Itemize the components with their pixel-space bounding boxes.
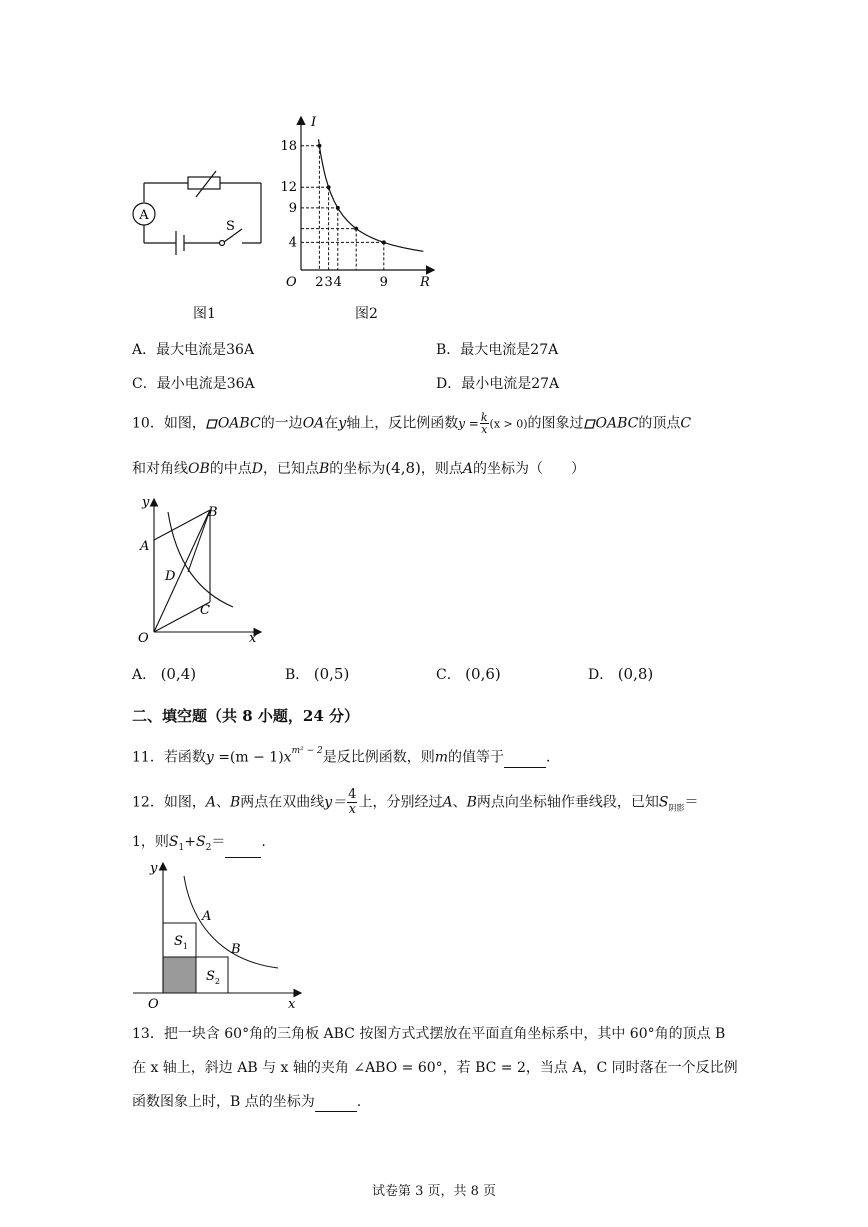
x-tick-label: 2 <box>315 275 324 290</box>
q10-option-c: C． (0,6) <box>436 665 501 683</box>
q9-option-d: D．最小电流是27A <box>436 376 560 392</box>
y-tick-label: 4 <box>288 235 297 251</box>
parallelogram-icon <box>206 419 218 429</box>
q9-option-b: B．最大电流是27A <box>436 342 559 358</box>
ir-graph <box>278 110 443 290</box>
section-heading: 二、填空题（共 8 小题，24 分） <box>132 707 359 725</box>
x-axis-label: R <box>420 275 430 290</box>
data-point <box>354 227 358 231</box>
x-tick-label: 9 <box>379 275 388 290</box>
q12-point-a: A <box>202 909 212 924</box>
point-b-label: B <box>208 505 218 520</box>
figure1-caption: 图1 <box>193 306 216 322</box>
data-point <box>382 240 386 244</box>
q10-figure <box>128 492 268 647</box>
y-tick-label: 12 <box>280 180 297 196</box>
point-a-label: A <box>140 539 150 554</box>
q11: 11．若函数$y =(m - 1)x^{m^2 - 2}$是反比例函数，则m的值等于 . <box>132 746 551 766</box>
q10-x-label: x <box>249 631 257 646</box>
q10-y-label: y <box>142 495 150 510</box>
q12-y-label: y <box>150 861 158 876</box>
q12-origin: O <box>148 997 159 1012</box>
data-point <box>327 185 331 189</box>
q12-line2: 1，则$S_1+S_2=$ . <box>132 832 266 858</box>
y-axis-label: I <box>311 115 317 130</box>
answer-blank[interactable] <box>504 753 546 768</box>
page-footer: 试卷第 3 页，共 8 页 <box>371 1184 497 1199</box>
ammeter-label: A <box>139 208 149 223</box>
figure2-caption: 图2 <box>355 306 378 322</box>
q13-line2: 在 x 轴上，斜边 AB 与 x 轴的夹角 ∠ABO = 60°，若 BC = 2，当点 A，C 同时落在一个反比例 <box>132 1060 738 1076</box>
y-tick-label: 9 <box>288 200 297 216</box>
answer-blank[interactable] <box>315 1097 357 1112</box>
x-tick-label: 4 <box>333 275 342 290</box>
q9-option-a: A．最大电流是36A <box>132 342 255 358</box>
y-tick-label: 18 <box>280 138 297 154</box>
data-point <box>317 144 321 148</box>
q10-option-b: B． (0,5) <box>285 665 350 683</box>
q12-figure <box>128 856 308 1016</box>
q10-origin-label: O <box>138 631 149 646</box>
q10-option-d: D． (0,8) <box>588 665 654 683</box>
data-point <box>336 206 340 210</box>
q12-point-b: B <box>231 942 241 957</box>
q12-x-label: x <box>288 997 296 1012</box>
q10-line2: 和对角线OB的中点D，已知点B的坐标为(4,8)，则点A的坐标为（ ） <box>132 459 585 477</box>
circuit-figure <box>128 165 268 255</box>
q13-line1: 13．把一块含 60°角的三角板 ABC 按图方式式摆放在平面直角坐标系中，其中 60°角的顶点 B <box>132 1026 726 1042</box>
q9-option-c: C．最小电流是36A <box>132 376 255 392</box>
q10-line1: 10．如图， OABC的一边OA在y轴上，反比例函数y = $\frac{k}{x}$ (x > 0)的图象过 OABC的顶点C <box>132 411 692 436</box>
x-tick-label: 3 <box>324 275 333 290</box>
parallelogram-icon <box>584 419 596 429</box>
region-s2-label: $S_2$ <box>206 969 220 986</box>
region-s1-label: $S_1$ <box>174 934 188 951</box>
point-c-label: C <box>200 603 210 618</box>
point-d-label: D <box>165 569 176 584</box>
switch-label: S <box>226 219 235 234</box>
origin-label: O <box>286 275 297 290</box>
q13-line3: 函数图象上时，B 点的坐标为 . <box>132 1094 362 1110</box>
q12-line1: 12．如图，A、B两点在双曲线y＝ $\frac{4}{x}$ 上，分别经过A、B两点向坐标轴作垂线段，已知$S_{阴影}=$ <box>132 787 699 817</box>
q10-option-a: A． (0,4) <box>132 665 197 683</box>
